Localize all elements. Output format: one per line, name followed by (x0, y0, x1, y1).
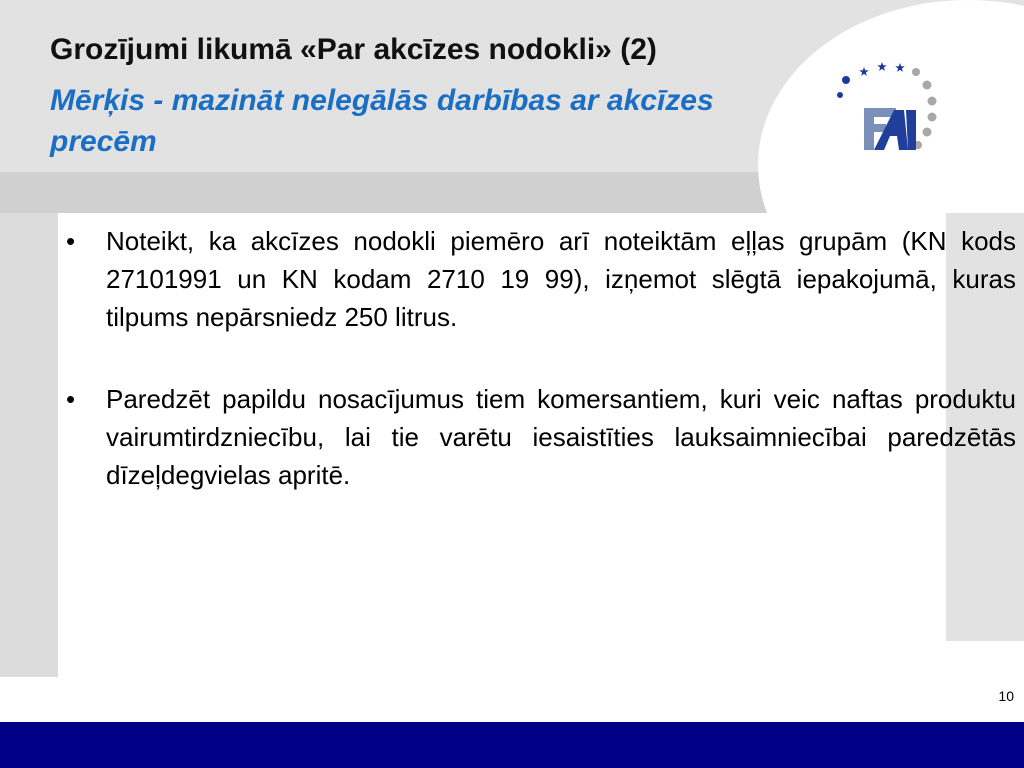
footer-bar (0, 722, 1024, 768)
fm-letters (864, 108, 916, 150)
list-item (66, 222, 1016, 336)
fm-logo-icon (828, 52, 944, 162)
content-panel-bottom (58, 641, 1024, 677)
bullet-text: Noteikt, ka akcīzes nodokli piemēro arī noteiktām eļļas grupām (KN kods 27101991 un KN kodam 2710 19 99), izņemot slēgtā iepakojumā, kuras tilpums nepārsniedz 250 litrus. (106, 226, 1016, 332)
list-item (66, 380, 1016, 494)
star-arc (837, 62, 905, 98)
page-number: 10 (998, 688, 1014, 704)
left-margin-strip (0, 213, 58, 677)
footer-area (0, 677, 1024, 722)
slide-subtitle: Mērķis - mazināt nelegālās darbības ar akcīzes precēm (50, 84, 714, 158)
bullet-text: Paredzēt papildu nosacījumus tiem komersantiem, kuri veic naftas produktu vairumtirdzniecību, lai tie varētu iesaistīties lauksaimniecībai paredzētās dīzeļdegvielas apritē. (106, 384, 1016, 490)
bullet-icon: • (66, 226, 76, 256)
slide-title: Grozījumi likumā «Par akcīzes nodokli» (2) (50, 33, 657, 66)
bullet-list (66, 222, 1016, 494)
bullet-icon: • (66, 384, 76, 414)
